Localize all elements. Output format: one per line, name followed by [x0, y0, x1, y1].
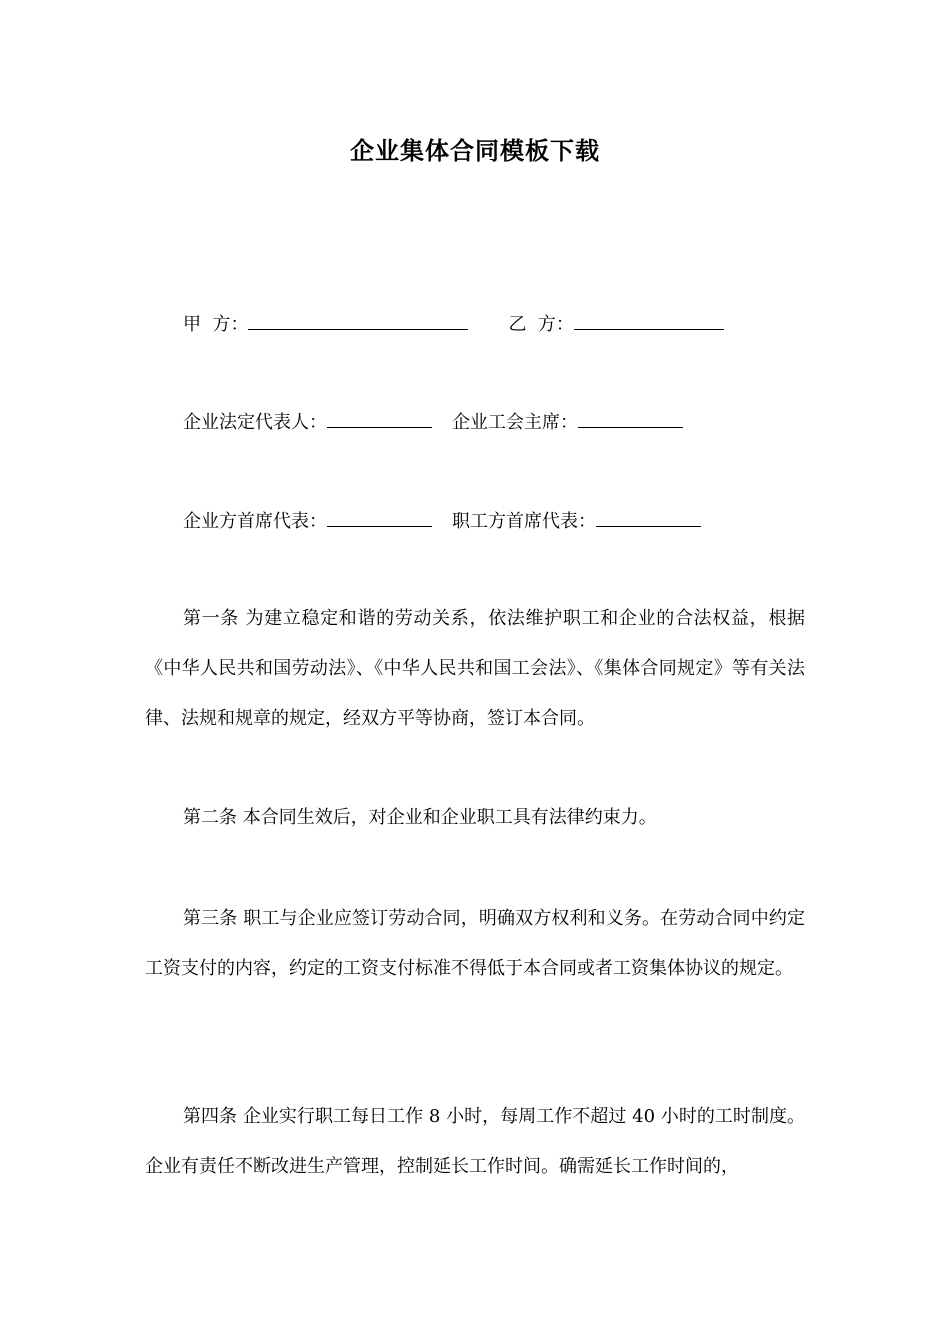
legal-rep-blank	[327, 409, 432, 428]
employee-chief-rep-label: 职工方首席代表：	[452, 511, 596, 532]
employee-chief-rep-blank	[596, 508, 701, 527]
chief-representatives-line	[183, 508, 701, 535]
legal-rep-label: 企业法定代表人：	[183, 412, 327, 433]
union-chair-label: 企业工会主席：	[452, 412, 578, 433]
union-chair-blank	[578, 409, 683, 428]
article-1-heading: 第一条	[183, 608, 240, 629]
parties-line	[183, 311, 724, 338]
party-a-label: 甲 方：	[183, 314, 249, 335]
article-4	[145, 1092, 805, 1192]
company-chief-rep-label: 企业方首席代表：	[183, 511, 327, 532]
article-4-text: 企业实行职工每日工作 8 小时，每周工作不超过 40 小时的工时制度。企业有责任不断改进生产管理，控制延长工作时间。确需延长工作时间的，	[145, 1106, 805, 1177]
article-3-text: 职工与企业应签订劳动合同，明确双方权利和义务。在劳动合同中约定工资支付的内容，约定的工资支付标准不得低于本合同或者工资集体协议的规定。	[145, 908, 806, 979]
article-2-heading: 第二条	[183, 807, 237, 828]
company-chief-rep-blank	[327, 508, 432, 527]
article-2	[145, 793, 805, 843]
article-1	[145, 594, 805, 744]
document-title: 企业集体合同模板下载	[350, 137, 600, 165]
article-1-text: 为建立稳定和谐的劳动关系，依法维护职工和企业的合法权益，根据《中华人民共和国劳动法》、《中华人民共和国工会法》、《集体合同规定》等有关法律、法规和规章的规定，经双方平等协商，签订本合同。	[145, 608, 806, 729]
representatives-line	[183, 409, 683, 436]
article-2-text: 本合同生效后，对企业和企业职工具有法律约束力。	[242, 807, 657, 828]
party-b-blank	[574, 311, 724, 330]
article-4-heading: 第四条	[183, 1106, 238, 1127]
party-b-label: 乙 方：	[508, 314, 574, 335]
article-3	[145, 894, 805, 994]
article-3-heading: 第三条	[183, 908, 238, 929]
party-a-blank	[248, 311, 468, 330]
